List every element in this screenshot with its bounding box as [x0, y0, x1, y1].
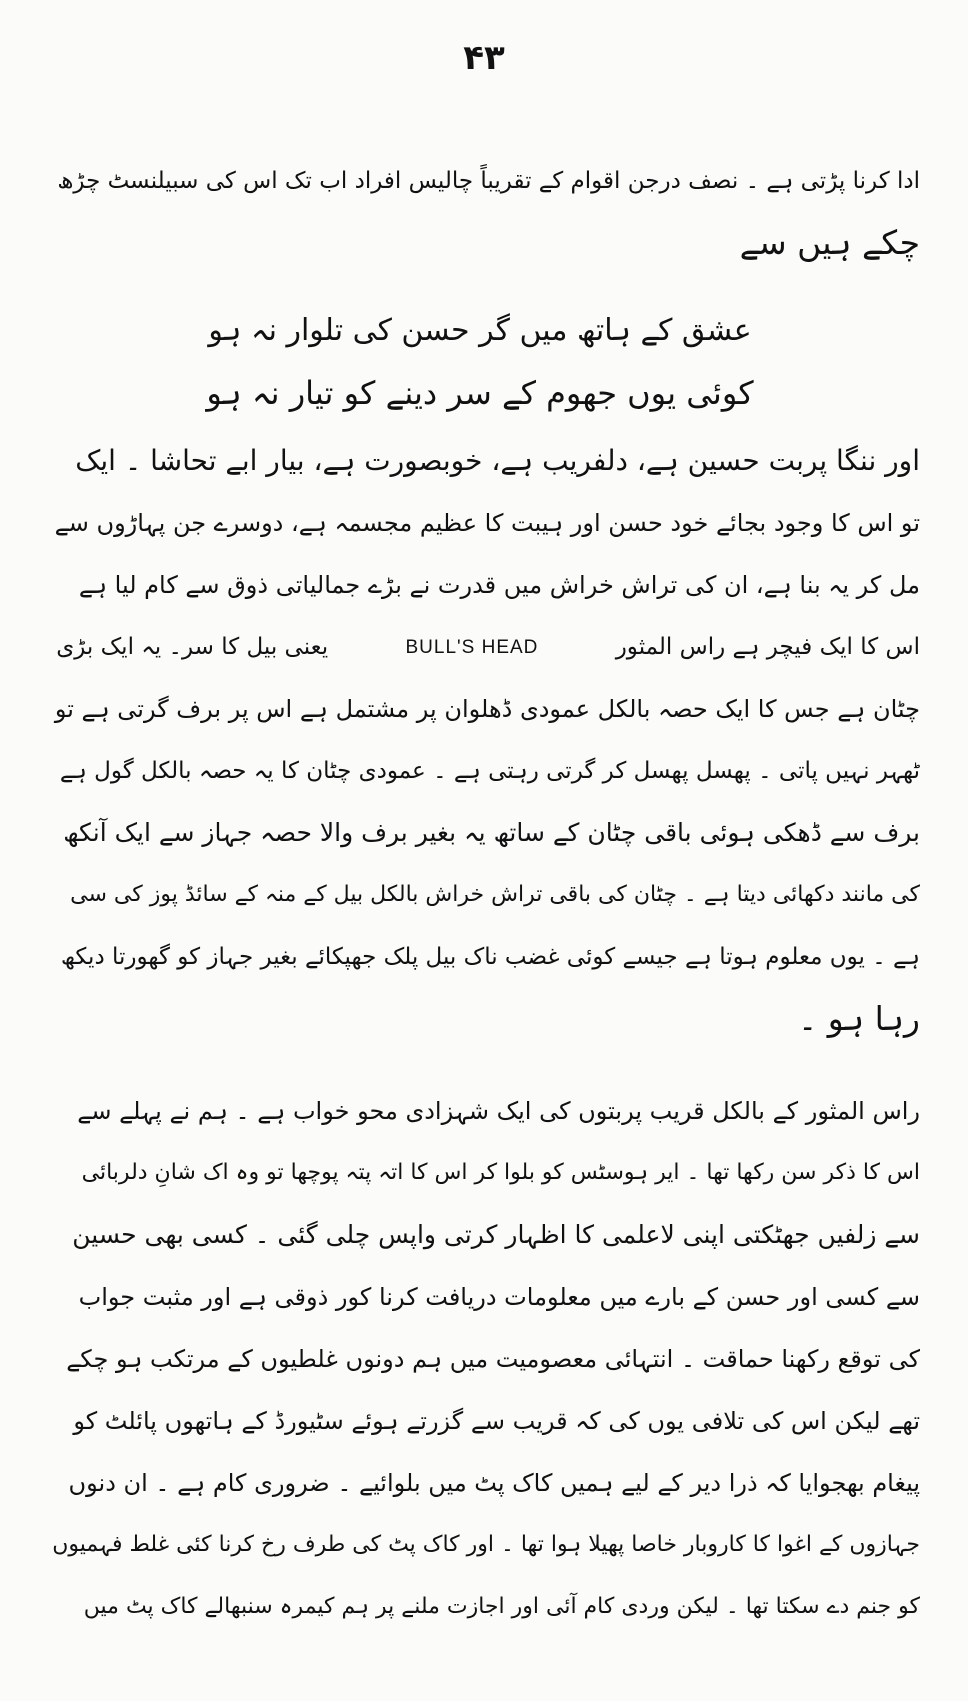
paragraph-line: ادا کرنا پڑتی ہے ۔ نصف درجن اقوام کے تقریباً چالیس افراد اب تک اس کی سبیلنسٹ چڑھ	[57, 168, 920, 194]
paragraph-line: برف سے ڈھکی ہوئی باقی چٹان کے ساتھ یہ بغیر برف والا حصہ جہاز سے ایک آنکھ	[63, 818, 920, 847]
feature-text-start: اس کا ایک فیچر ہے راس المثور	[615, 634, 920, 660]
paragraph-line: کی توقع رکھنا حماقت ۔ انتہائی معصومیت میں ہم دونوں غلطیوں کے مرتکب ہو چکے	[66, 1345, 920, 1373]
paragraph-line: تو اس کا وجود بجائے خود حسن اور ہیبت کا عظیم مجسمہ ہے، دوسرے جن پہاڑوں سے	[54, 509, 920, 537]
paragraph-line: کو جنم دے سکتا تھا ۔ لیکن وردی کام آئی اور اجازت ملنے پر ہم کیمرہ سنبھالے کاک پٹ میں	[83, 1594, 920, 1619]
paragraph-3	[48, 1080, 920, 1638]
paragraph-line: رہا ہو ۔	[797, 999, 920, 1038]
paragraph-line: اس کا ذکر سن رکھا تھا ۔ ایر ہوسٹس کو بلوا کر اس کا اتہ پتہ پوچھا تو وہ اک شانِ دلربائی	[81, 1160, 920, 1185]
paragraph-line: چٹان ہے جس کا ایک حصہ بالکل عمودی ڈھلوان پر مشتمل ہے اس پر برف گرتی ہے تو	[54, 695, 920, 723]
paragraph-2	[48, 430, 920, 1050]
paragraph-line: چکے ہیں سے	[739, 223, 920, 262]
paragraph-line: سے کسی اور حسن کے بارے میں معلومات دریافت کرنا کور ذوقی ہے اور مثبت جواب	[78, 1283, 920, 1311]
feature-text-end: یعنی بیل کا سر۔ یہ ایک بڑی	[56, 634, 329, 660]
paragraph-line-feature	[48, 616, 920, 678]
paragraph-line: سے زلفیں جھٹکتی اپنی لاعلمی کا اظہار کرتی واپس چلی گئی ۔ کسی بھی حسین	[72, 1220, 920, 1249]
page-number: ۴۳	[463, 38, 505, 78]
paragraph-line: ٹھہر نہیں پاتی ۔ پھسل پھسل کر گرتی رہتی ہے ۔ عمودی چٹان کا یہ حصہ بالکل گول ہے	[59, 758, 920, 784]
paragraph-line: اور ننگا پربت حسین ہے، دلفریب ہے، خوبصورت ہے، بیار ابے تحاشا ۔ ایک	[75, 444, 920, 477]
verse-line: کوئی یوں جھوم کے سر دینے کو تیار نہ ہو	[206, 374, 754, 412]
verse-line: عشق کے ہاتھ میں گر حسن کی تلوار نہ ہو	[208, 313, 752, 348]
paragraph-line: تھے لیکن اس کی تلافی یوں کی کہ قریب سے گزرتے ہوئے سٹیورڈ کے ہاتھوں پائلٹ کو	[73, 1407, 920, 1435]
paragraph-line: راس المثور کے بالکل قریب پربتوں کی ایک شہزادی محو خواب ہے ۔ ہم نے پہلے سے	[77, 1097, 920, 1125]
paragraph-line: ہے ۔ یوں معلوم ہوتا ہے جیسے کوئی غضب ناک بیل پلک جھپکائے بغیر جہاز کو گھورتا دیکھ	[60, 944, 920, 970]
paragraph-line: پیغام بھجوایا کہ ذرا دیر کے لیے ہمیں کاک پٹ میں بلوائیے ۔ ضروری کام ہے ۔ ان دنوں	[68, 1469, 920, 1497]
verse-couplet	[200, 300, 760, 424]
paragraph-line: جہازوں کے اغوا کا کاروبار خاصا پھیلا ہوا تھا ۔ اور کاک پٹ کی طرف رخ کرنا کئی غلط فہمیوں	[52, 1532, 920, 1557]
paragraph-1	[48, 150, 920, 274]
bulls-head-english-term: BULL'S HEAD	[405, 636, 539, 658]
paragraph-line: مل کر یہ بنا ہے، ان کی تراش خراش میں قدرت نے بڑے جمالیاتی ذوق سے کام لیا ہے	[78, 571, 920, 599]
paragraph-line: کی مانند دکھائی دیتا ہے ۔ چٹان کی باقی تراش خراش بالکل بیل کے منہ کے سائڈ پوز کی سی	[70, 882, 920, 907]
